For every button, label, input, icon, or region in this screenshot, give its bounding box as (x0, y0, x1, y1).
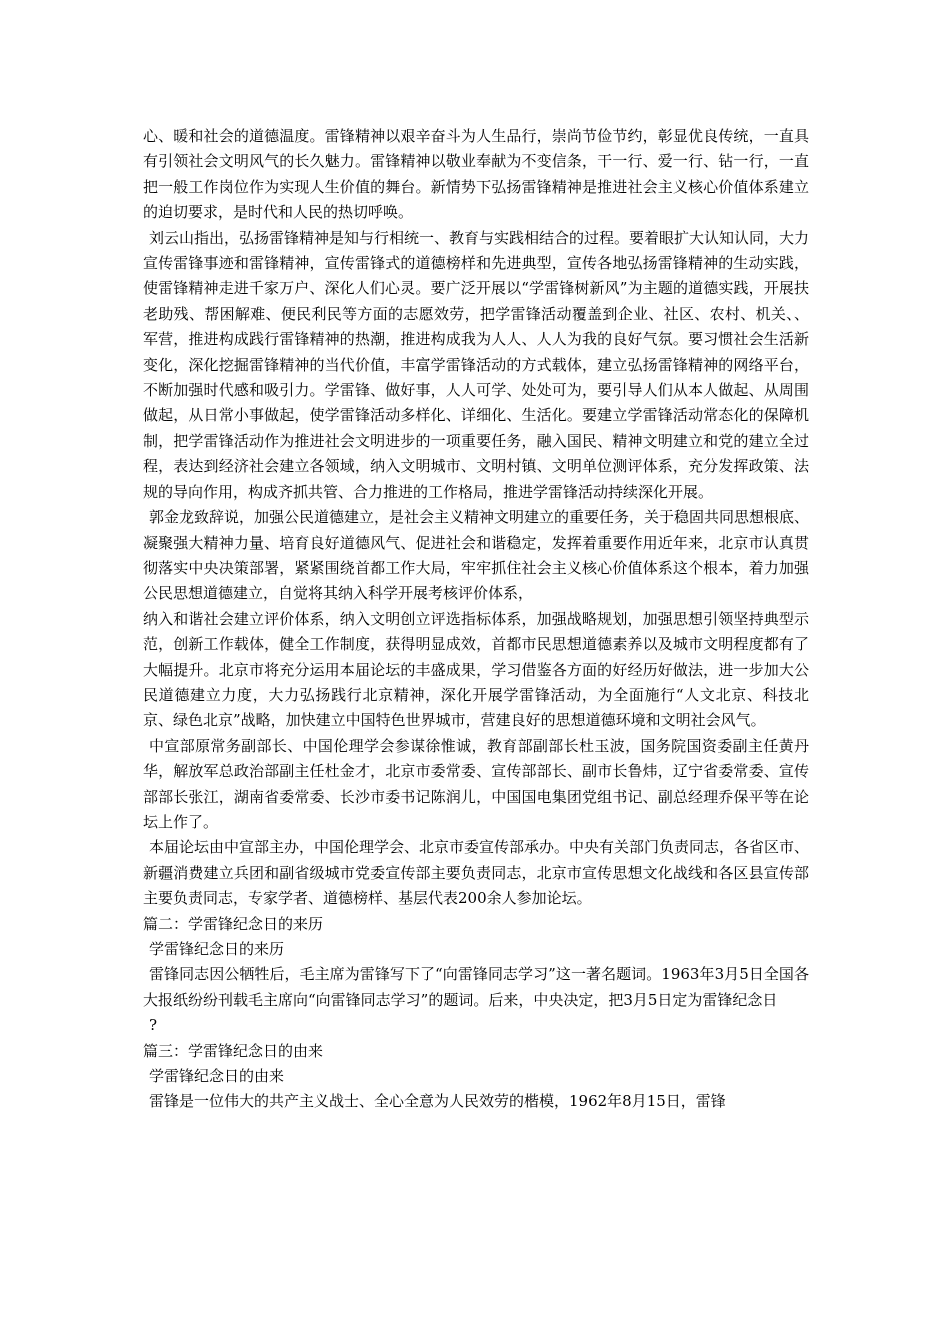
section-title: 学雷锋纪念日的来历 (149, 940, 285, 958)
body-paragraph: 本届论坛由中宣部主办，中国伦理学会、北京市委宣传部承办。中央有关部门负责同志，各省区市、新疆消费建立兵团和副省级城市党委宣传部主要负责同志，北京市宣传思想文化战线和各区县宣传部主要负责同志，专家学者、道德榜样、基层代表200余人参加论坛。 (143, 838, 810, 908)
body-paragraph: 刘云山指出，弘扬雷锋精神是知与行相统一、教育与实践相结合的过程。要着眼扩大认知认同，大力宣传雷锋事迹和雷锋精神，宣传雷锋式的道德榜样和先进典型，宣传各地弘扬雷锋精神的生动实践，使雷锋精神走进千家万户、深化人们心灵。要广泛开展以“学雷锋树新风”为主题的道德实践，开展扶老助残、帮困解难、便民利民等方面的志愿效劳，把学雷锋活动覆盖到企业、社区、农村、机关、、军营，推进构成践行雷锋精神的热潮，推进构成我为人人、人人为我的良好气氛。要习惯社会生活新变化，深化挖掘雷锋精神的当代价值，丰富学雷锋活动的方式载体，建立弘扬雷锋精神的网络平台，不断加强时代感和吸引力。学雷锋、做好事，人人可学、处处可为，要引导人们从本人做起、从周围做起，从日常小事做起，使学雷锋活动多样化、详细化、生活化。要建立学雷锋活动常态化的保障机制，把学雷锋活动作为推进社会文明进步的一项重要任务，融入国民、精神文明建立和党的建立全过程，表达到经济社会建立各领域，纳入文明城市、文明村镇、文明单位测评体系，充分发挥政策、法规的导向作用，构成齐抓共管、合力推进的工作格局，推进学雷锋活动持续深化开展。 (143, 228, 810, 501)
stray-glyph: ? (149, 1016, 158, 1035)
body-paragraph: 心、暖和社会的道德温度。雷锋精神以艰辛奋斗为人生品行，崇尚节俭节约，彰显优良传统，一直具有引领社会文明风气的长久魅力。雷锋精神以敬业奉献为不变信条，干一行、爱一行、钻一行，一直把一般工作岗位作为实现人生价值的舞台。新情势下弘扬雷锋精神是推进社会主义核心价值体系建立的迫切要求，是时代和人民的热切呼唤。 (143, 127, 809, 222)
body-paragraph: 中宣部原常务副部长、中国伦理学会参谋徐惟诚，教育部副部长杜玉波，国务院国资委副主任黄丹华，解放军总政治部副主任杜金才，北京市委常委、宣传部部长、副市长鲁炜，辽宁省委常委、宣传部部长张江，湖南省委常委、长沙市委书记陈润儿，中国国电集团党组书记、副总经理乔保平等在论坛上作了。 (143, 736, 809, 831)
section-heading: 篇三：学雷锋纪念日的由来 (143, 1041, 324, 1060)
section-title: 学雷锋纪念日的由来 (149, 1067, 285, 1086)
body-paragraph: 雷锋同志因公牺牲后，毛主席为雷锋写下了“向雷锋同志学习”这一著名题词。1963年3月5日全国各大报纸纷纷刊载毛主席向“向雷锋同志学习”的题词。后来，中央决定，把3月5日定为雷锋纪念日 (143, 965, 809, 1009)
body-paragraph: 雷锋是一位伟大的共产主义战士、全心全意为人民效劳的楷模，1962年8月15日，雷锋 (149, 1092, 726, 1111)
document-body (143, 124, 809, 1115)
body-paragraph: 纳入和谐社会建立评价体系，纳入文明创立评选指标体系，加强战略规划，加强思想引领坚持典型示范，创新工作载体，健全工作制度，获得明显成效，首都市民思想道德素养以及城市文明程度都有了大幅提升。北京市将充分运用本届论坛的丰盛成果，学习借鉴各方面的好经历好做法，进一步加大公民道德建立力度，大力弘扬践行北京精神，深化开展学雷锋活动，为全面施行“人文北京、科技北京、绿色北京”战略，加快建立中国特色世界城市，营建良好的思想道德环境和文明社会风气。 (143, 609, 809, 730)
body-paragraph: 郭金龙致辞说，加强公民道德建立，是社会主义精神文明建立的重要任务，关于稳固共同思想根底、凝聚强大精神力量、培育良好道德风气、促进社会和谐稳定，发挥着重要作用近年来，北京市认真贯彻落实中央决策部署，紧紧围绕首都工作大局，牢牢抓住社会主义核心价值体系这个根本，着力加强公民思想道德建立，自觉将其纳入科学开展考核评价体系， (143, 508, 810, 603)
section-heading: 篇二：学雷锋纪念日的来历 (143, 914, 324, 933)
